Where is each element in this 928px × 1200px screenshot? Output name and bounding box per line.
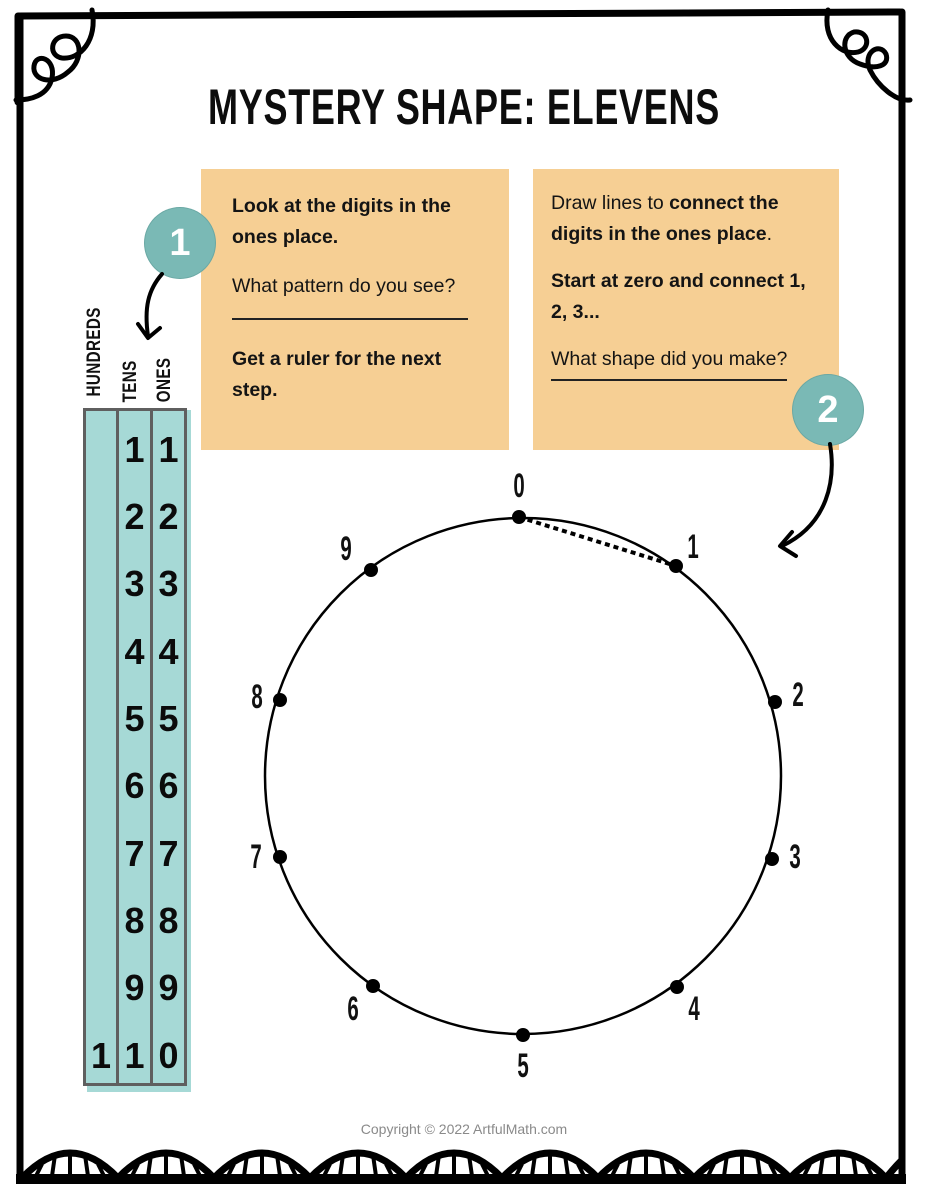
cell: 2 — [158, 496, 179, 537]
label-3: 3 — [789, 838, 801, 876]
step-1-ruler-instruction: Get a ruler for the next step. — [232, 348, 442, 401]
label-1: 1 — [687, 528, 699, 566]
dot-2 — [768, 695, 782, 709]
label-4: 4 — [688, 990, 700, 1028]
label-2: 2 — [792, 676, 804, 714]
cell: 1 — [158, 429, 179, 470]
cell: 1 — [124, 1035, 145, 1076]
step-1-badge: 1 — [145, 208, 215, 278]
dot-7 — [273, 850, 287, 864]
cell: 4 — [124, 631, 145, 672]
dot-3 — [765, 852, 779, 866]
cell: 7 — [124, 833, 145, 874]
cell: 2 — [124, 496, 145, 537]
dot-8 — [273, 693, 287, 707]
label-7: 7 — [250, 838, 262, 876]
step-2-instruction-bold: connect the digits in the ones place — [551, 192, 779, 245]
header-ones: ONES — [154, 357, 175, 403]
step-2-instruction-regular: Draw lines to — [551, 192, 670, 214]
cell: 0 — [158, 1035, 179, 1076]
label-5: 5 — [517, 1047, 529, 1085]
page-title: MYSTERY SHAPE: ELEVENS — [208, 79, 720, 135]
dot-9 — [364, 563, 378, 577]
header-hundreds: HUNDREDS — [84, 307, 105, 397]
cell: 3 — [158, 563, 179, 604]
label-6: 6 — [347, 990, 359, 1028]
cell: 3 — [124, 563, 145, 604]
step-2-badge: 2 — [793, 375, 863, 445]
step-1-instruction: Look at the digits in the ones place. — [232, 195, 451, 248]
cell: 8 — [124, 900, 145, 941]
step-2-question: What shape did you make? — [551, 348, 788, 370]
example-dotted-line — [519, 517, 676, 566]
cell: 5 — [158, 698, 179, 739]
label-0: 0 — [513, 467, 525, 505]
cell: 1 — [90, 1035, 112, 1076]
dot-0 — [512, 510, 526, 524]
cell: 5 — [124, 698, 145, 739]
label-8: 8 — [251, 678, 263, 716]
cell: 1 — [124, 429, 145, 470]
cell: 4 — [158, 631, 179, 672]
cell: 9 — [124, 967, 145, 1008]
label-9: 9 — [340, 530, 352, 568]
cell: 6 — [124, 765, 145, 806]
cell: 9 — [158, 967, 179, 1008]
cell: 8 — [158, 900, 179, 941]
step-2-instruction-end: . — [766, 223, 773, 245]
step-2-start-instruction: Start at zero and connect 1, 2, 3... — [551, 270, 806, 323]
step-1-question: What pattern do you see? — [232, 275, 456, 297]
header-tens: TENS — [120, 360, 141, 403]
cell: 7 — [158, 833, 179, 874]
dot-6 — [366, 979, 380, 993]
cell: 6 — [158, 765, 179, 806]
copyright-text: Copyright © 2022 ArtfulMath.com — [360, 1121, 568, 1137]
dot-5 — [516, 1028, 530, 1042]
